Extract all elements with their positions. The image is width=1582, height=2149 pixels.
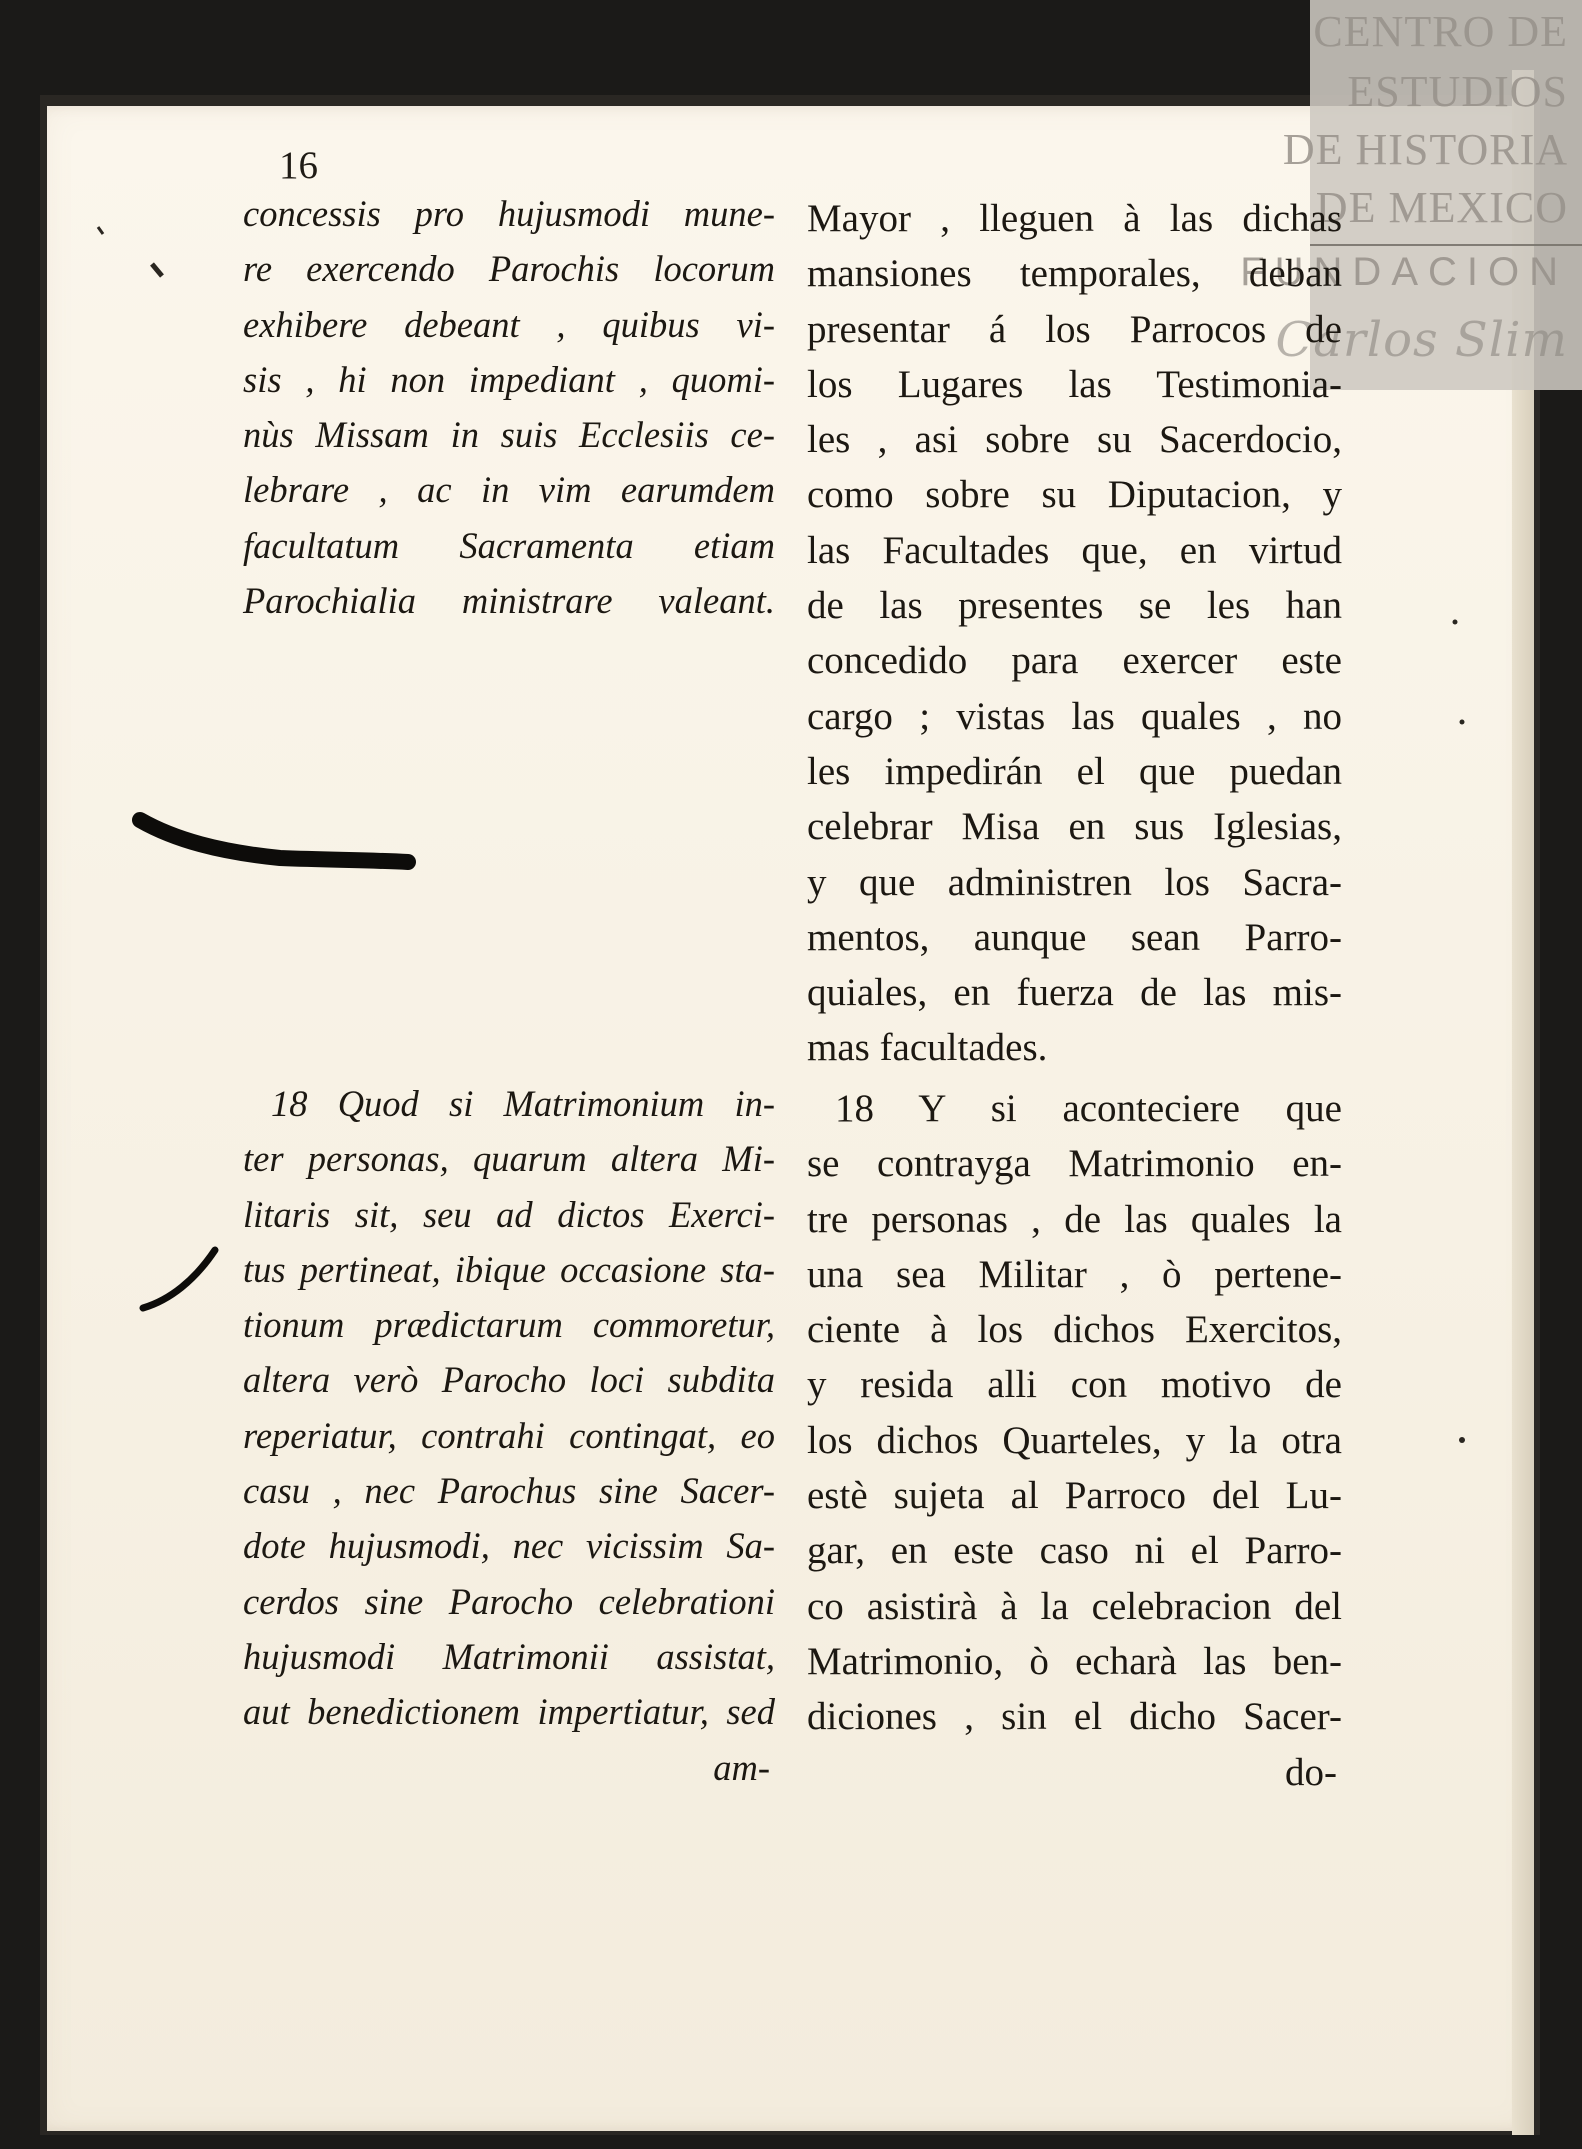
text-line: los Lugares las Testimonia- <box>807 362 1342 406</box>
text-line: tionum prædictarum commoretur, <box>243 1304 775 1346</box>
text-line: cargo ; vistas las quales , no <box>807 694 1342 738</box>
ink-dot-1 <box>1453 620 1458 625</box>
text-line: co asistirà à la celebracion del <box>807 1584 1342 1628</box>
text-line: Parochialia ministrare valeant. <box>243 580 775 622</box>
text-line: altera verò Parocho loci subdita <box>243 1359 775 1401</box>
text-line: 18 Y si aconteciere que <box>835 1087 1342 1130</box>
text-line: celebrar Misa en sus Iglesias, <box>807 805 1342 849</box>
ink-dot-3 <box>1459 1437 1465 1443</box>
text-line: lebrare , ac in vim earumdem <box>243 469 775 511</box>
text-line: diciones , sin el dicho Sacer- <box>807 1695 1342 1739</box>
text-line: dote hujusmodi, nec vicissim Sa- <box>243 1525 775 1567</box>
text-line: 18 Quod si Matrimonium in- <box>271 1083 775 1124</box>
text-line: les , asi sobre su Sacerdocio, <box>807 418 1342 462</box>
text-line: nùs Missam in suis Ecclesiis ce- <box>243 414 775 456</box>
text-line: y resida alli con motivo de <box>807 1363 1342 1407</box>
text-line: tus pertineat, ibique occasione sta- <box>243 1248 775 1290</box>
text-line: se contrayga Matrimonio en- <box>807 1142 1342 1186</box>
text-line: reperiatur, contrahi contingat, eo <box>243 1414 775 1456</box>
ink-slash-mark <box>143 1250 215 1308</box>
watermark-signature: Carlos Slim <box>1275 312 1568 368</box>
text-line: litaris sit, seu ad dictos Exerci- <box>243 1193 775 1235</box>
ink-dot-2 <box>1460 720 1465 725</box>
ink-dash-mark <box>140 820 408 862</box>
text-line: facultatum Sacramenta etiam <box>243 524 775 566</box>
text-line: ciente à los dichos Exercitos, <box>807 1308 1342 1352</box>
text-line: les impedirán el que puedan <box>807 749 1342 793</box>
text-line: mentos, aunque sean Parro- <box>807 915 1342 959</box>
watermark-line: ESTUDIOS <box>1347 67 1568 116</box>
catchword: do- <box>1285 1750 1337 1794</box>
text-line: sis , hi non impediant , quomi- <box>243 358 775 400</box>
text-line: exhibere debeant , quibus vi- <box>243 303 775 345</box>
text-line: quiales, en fuerza de las mis- <box>807 971 1342 1015</box>
text-line: como sobre su Diputacion, y <box>807 473 1342 517</box>
watermark-line: FUNDACION <box>1240 250 1568 294</box>
text-line: cerdos sine Parocho celebrationi <box>243 1580 775 1622</box>
text-line: presentar á los Parrocos de <box>807 307 1342 351</box>
spanish-paragraph-1 <box>807 191 1342 1076</box>
archive-watermark <box>1240 0 1582 390</box>
text-line: Matrimonio, ò echarà las ben- <box>807 1639 1342 1683</box>
text-line: concedido para exercer este <box>807 639 1342 683</box>
text-line: ter personas, quarum altera Mi- <box>243 1138 775 1180</box>
text-line: de las presentes se les han <box>807 584 1342 628</box>
watermark-line: DE HISTORIA <box>1282 125 1568 174</box>
text-line: mansiones temporales, deban <box>807 252 1342 296</box>
latin-paragraph-1 <box>243 186 775 628</box>
text-line: estè sujeta al Parroco del Lu- <box>807 1474 1342 1518</box>
text-line: aut benedictionem impertiatur, sed <box>243 1691 775 1733</box>
watermark-line: DE MEXICO <box>1315 183 1568 232</box>
page-number: 16 <box>279 144 318 187</box>
text-line: hujusmodi Matrimonii assistat, <box>243 1635 775 1677</box>
text-line: concessis pro hujusmodi mune- <box>243 193 775 234</box>
text-line: las Facultades que, en virtud <box>807 528 1342 572</box>
text-line: mas facultades. <box>807 1026 1048 1070</box>
watermark-divider <box>1310 244 1582 246</box>
watermark-line: CENTRO DE <box>1313 7 1568 56</box>
ink-tick-mark-2 <box>152 264 162 276</box>
text-line: gar, en este caso ni el Parro- <box>807 1529 1342 1573</box>
text-line: y que administren los Sacra- <box>807 860 1342 904</box>
text-line: los dichos Quarteles, y la otra <box>807 1418 1342 1462</box>
latin-paragraph-2 <box>243 1076 775 1795</box>
ink-tick-mark-1 <box>98 227 103 234</box>
text-line: tre personas , de las quales la <box>807 1197 1342 1241</box>
text-line: casu , nec Parochus sine Sacer- <box>243 1470 775 1512</box>
text-line: una sea Militar , ò pertene- <box>807 1252 1342 1296</box>
catchword: am- <box>713 1746 770 1788</box>
text-line: re exercendo Parochis locorum <box>243 248 775 290</box>
text-line: Mayor , lleguen à las dichas <box>807 197 1342 240</box>
spanish-paragraph-2 <box>807 1081 1342 1800</box>
